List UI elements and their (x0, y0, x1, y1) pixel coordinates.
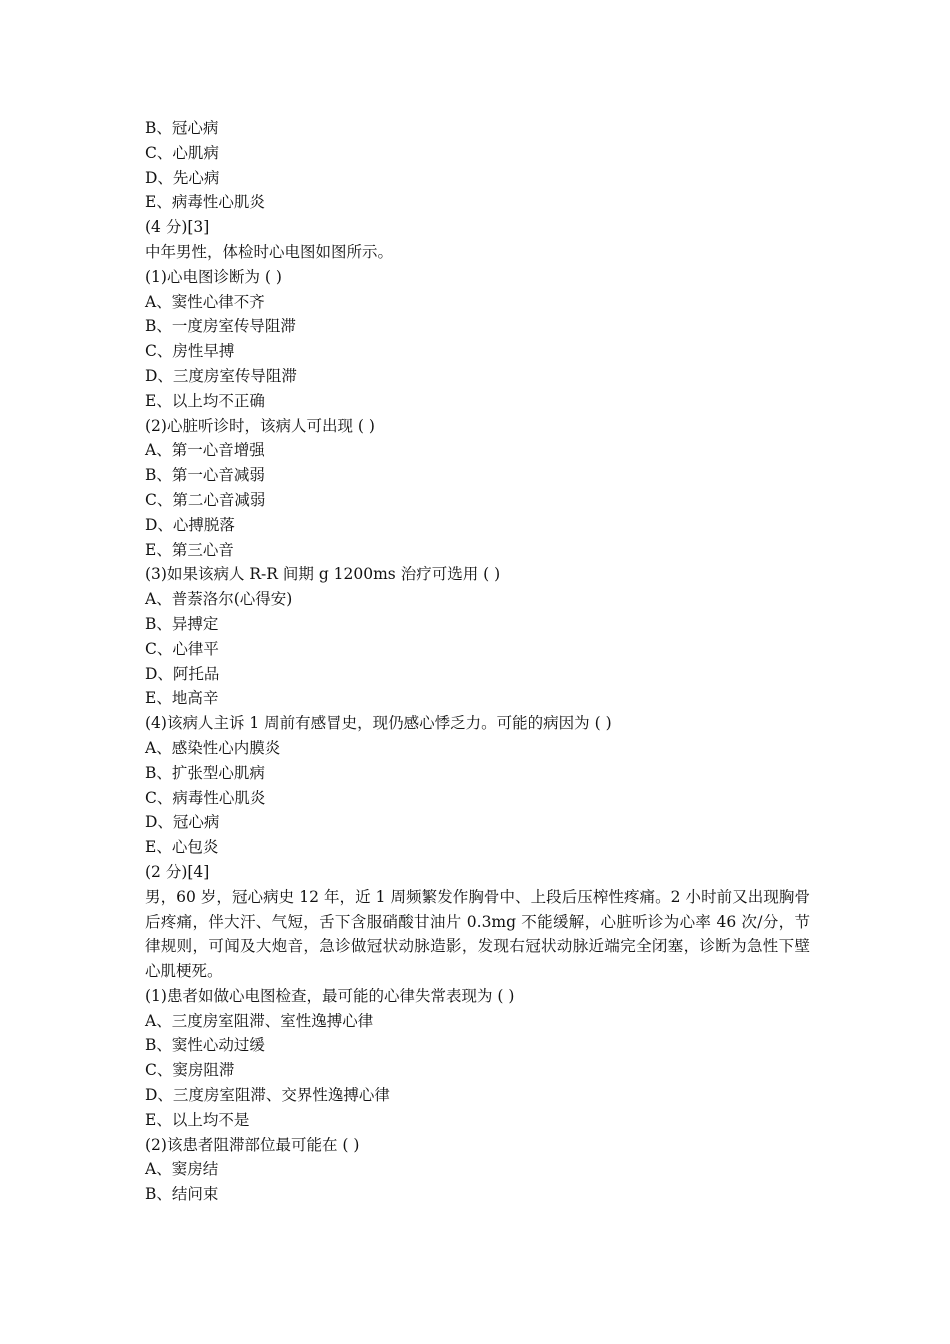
text-line: A、三度房室阻滞、室性逸搏心律 (145, 1011, 374, 1030)
text-line: A、普萘洛尔(心得安) (145, 590, 293, 609)
document-content (145, 116, 810, 1207)
text-line: E、第三心音 (145, 540, 234, 559)
text-line: A、窦性心律不齐 (145, 292, 265, 311)
text-line: D、冠心病 (145, 813, 220, 832)
text-line: D、三度房室阻滞、交界性逸搏心律 (145, 1086, 390, 1105)
text-line: (2)该患者阻滞部位最可能在 ( ) (145, 1135, 360, 1154)
text-line: B、冠心病 (145, 119, 219, 137)
text-line: C、第二心音减弱 (145, 490, 266, 509)
text-line: (2 分)[4] (145, 862, 210, 881)
text-line: D、三度房室传导阻滞 (145, 366, 297, 385)
text-line: E、以上均不是 (145, 1110, 250, 1129)
text-line: (3)如果该病人 R-R 间期 g 1200ms 治疗可选用 ( ) (145, 565, 501, 584)
text-line: B、异搏定 (145, 614, 219, 633)
text-line: C、心肌病 (145, 143, 219, 162)
case-paragraph: 男，60 岁，冠心病史 12 年，近 1 周频繁发作胸骨中、上段后压榨性疼痛。2 小时前又出现胸骨后疼痛，伴大汗、气短，舌下含服硝酸甘油片 0.3mg 不能缓解，心脏听诊为心率 46 次/分，节律规则，可闻及大炮音，急诊做冠状动脉造影，发现右冠状动脉近端完全闭塞，诊断为急性下壁心肌梗死。 (145, 887, 810, 981)
text-line: C、窦房阻滞 (145, 1061, 235, 1080)
text-line: B、扩张型心肌病 (145, 763, 265, 782)
text-line: A、第一心音增强 (145, 441, 265, 460)
text-line: (4)该病人主诉 1 周前有感冒史，现仍感心悸乏力。可能的病因为 ( ) (145, 714, 612, 733)
text-line: 中年男性，体检时心电图如图所示。 (145, 242, 394, 261)
text-line: B、一度房室传导阻滞 (145, 317, 296, 336)
text-line: B、结问束 (145, 1185, 219, 1204)
text-line: (1)患者如做心电图检查，最可能的心律失常表现为 ( ) (145, 986, 515, 1005)
text-line: C、房性早搏 (145, 342, 235, 361)
text-line: (1)心电图诊断为 ( ) (145, 267, 282, 286)
text-line: E、心包炎 (145, 838, 219, 857)
text-line: D、阿托品 (145, 664, 220, 683)
text-line: E、病毒性心肌炎 (145, 193, 265, 212)
text-line: (4 分)[3] (145, 218, 210, 237)
text-line: B、窦性心动过缓 (145, 1036, 265, 1055)
question-lines-top (145, 116, 810, 885)
text-line: D、心搏脱落 (145, 515, 235, 534)
text-line: B、第一心音减弱 (145, 466, 265, 485)
text-line: E、地高辛 (145, 689, 219, 708)
text-line: D、先心病 (145, 168, 220, 187)
text-line: A、窦房结 (145, 1160, 219, 1179)
text-line: A、感染性心内膜炎 (145, 738, 281, 757)
text-line: C、病毒性心肌炎 (145, 788, 266, 807)
question-lines-bottom (145, 984, 810, 1207)
text-line: (2)心脏听诊时，该病人可出现 ( ) (145, 416, 375, 435)
text-line: E、以上均不正确 (145, 391, 265, 410)
text-line: C、心律平 (145, 639, 219, 658)
